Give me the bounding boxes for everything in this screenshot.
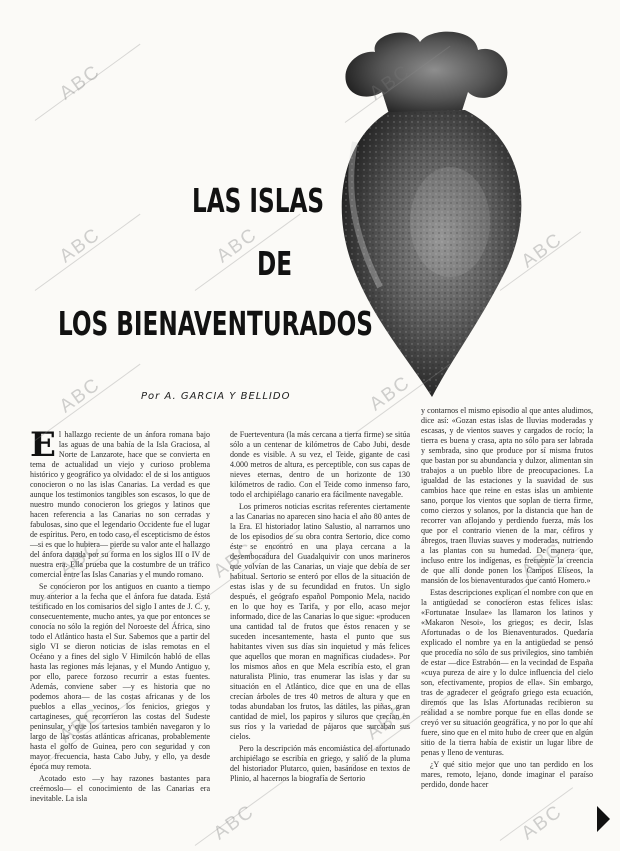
watermark: ABC	[517, 228, 567, 273]
watermark: ABC	[517, 800, 567, 845]
watermark: ABC	[365, 60, 415, 105]
amphora-illustration	[300, 22, 585, 407]
paragraph: Se conocieron por los antiguos en cuanto a tiempo muy anterior a la fecha que el ánfora fue datada. Está testificado en los comisarios del siglo I antes de J. C. y, consecuentemente, mucho antes, ya que por entonces se conocía no sólo la región del Noroeste del África, sino todo el Atlántico hasta el Sur. Sabemos que a partir del siglo VI se dieron noticias de islas remotas en el Océano y a fines del siglo V Himilcón habló de ellas hasta las regiones más lejanas, y el Mundo Antiguo y, por ello, parece forzoso recurrir a estas fuentes. Además, conviene saber —y es historia que no podemos ahora— de las costas africanas y de los pueblos a ellas vecinos, los fenicios, griegos y cartagineses, que recorrieron las costas del Sudeste peninsular, y que los tartesios también navegaron y lo largo de las costas atlánticas africanas, probablemente hasta el golfo de Guinea, pero con seguridad y con mayor frecuencia, hasta Cabo Juby, y ello, ya desde época muy remota.	[30, 582, 210, 771]
watermark: ABC	[362, 700, 412, 745]
paragraph: y contarnos el mismo episodio al que antes aludimos, dice así: «Gozan estas islas de lluvias moderadas y escasas, y de vientos suaves y cargados de rocío; la tierra es buena y crasa, apta no sólo para ser labrada y sembrada, sino que produce por sí misma frutos que bastan por su abundancia y dulzor, alimentan sin trabajos a un pueblo libre de preocupaciones. La igualdad de las estaciones y la suavidad de sus cambios hace que reine en estas islas un ambiente sano, porque los vientos que soplan de tierra firme, como cierzos y solanos, por la distancia que han de recorrer van aflojando y perdiendo fuerza, más los que por el contrario vienen de la mar, céfiros y ábregos, traen lluvias suaves y moderadas, nutriendo a las plantas con su humedad. De manera que, incluso entre los indígenas, es frecuente la creencia de que allí donde ponen los Campos Elíseos, la mansión de los bienaventurados que cantó Homero.»	[421, 406, 593, 585]
paragraph-text: l hallazgo reciente de un ánfora romana bajo las aguas de una bahía de la Isla Graciosa, al Norte de Lanzarote, hace que se convierta en tema de actualidad un viejo y curioso problema histórico y geográfico ya olvidado: el de si los antiguos conocieron o no las islas Canarias. La verdad es que aunque los testimonios tangibles son escasos, lo que de nuestro mundo conocieron los griegos y latinos que hacen referencia a las Canarias no son cerradas y fabulosas, sino que el legendario Occidente fue el lugar de espíritus. Pero, en todo caso, el escepticismo de éstos —si es que lo hubiera— pierde su valor ante el hallazgo del ánfora datada por su forma en los siglos III o IV de nuestra era. Ella prueba que la costumbre de un tráfico comercial entre las Islas Canarias y el mundo romano.	[30, 430, 210, 579]
paragraph: ¿Y qué sitio mejor que uno tan perdido en los mares, remoto, lejano, donde imaginar el paraíso perdido, donde hacer	[421, 760, 593, 789]
watermark: ABC	[55, 536, 105, 581]
title-line-2: DE	[257, 244, 293, 283]
watermark: ABC	[209, 538, 259, 583]
watermark: ABC	[55, 60, 105, 105]
drop-cap: E	[30, 425, 56, 465]
paragraph: Estas descripciones explican el nombre con que en la antigüedad se conocieron estas felices islas: «Fortunatae Insulae» las llamaron los latinos y «Makaron Nesoi», los griegos; es decir, Islas Afortunadas o de los Bienaventurados. Quedaría explicado el nombre ya en la antigüedad se pensó que procedía no sólo de sus privilegios, sino también de estar —dice Estrabón— en la vecindad de España «cuya pureza de aire y lo dulce influencia del cielo son, efectivamente, propios de ella». Sin embargo, tras de agradecer el geógrafo griego esta ecuación, diremos que las Islas Afortunadas recibieron su realidad a se nombre porque fue en ellas donde se creyó ver su situación geográfica, y no por lo que ahí fuere, sino que en el mito hubo de creer que en algún sitio de la tierra había de existir un lugar libre de penas y lleno de venturas.	[421, 588, 593, 757]
continue-arrow-icon[interactable]	[597, 806, 610, 832]
watermark: ABC	[212, 223, 262, 268]
watermark: ABC	[55, 223, 105, 268]
title-line-3: LOS BIENAVENTURADOS	[58, 304, 373, 343]
title-line-1: LAS ISLAS	[192, 181, 325, 220]
paragraph: de Fuerteventura (la más cercana a tierra firme) se sitúa sólo a un centenar de kilómetros de Cabo Jubi, desde donde es visible. A su vez, el Teide, gigante de casi 4.000 metros de altura, es perceptible, con sus capas de nieves eternas, dentro de un horizonte de 130 kilómetros de radio. Con el Teide como inmenso faro, todo el archipiélago canario era fácilmente navegable.	[230, 430, 410, 499]
watermark: ABC	[365, 371, 415, 416]
text-column-1	[30, 425, 210, 806]
watermark: ABC	[55, 703, 105, 748]
paragraph: Pero la descripción más encomiástica del afortunado archipiélago se escribía en griego, y salió de la pluma del historiador Plutarco, quien, basándose en textos de Plinio, al hacernos la biografía de Sertorio	[230, 744, 410, 783]
byline: Por A. GARCIA Y BELLIDO	[141, 391, 291, 402]
watermark: ABC	[209, 800, 259, 845]
watermark: ABC	[55, 373, 105, 418]
paragraph: Los primeros noticias escritas referentes ciertamente a las Canarias no aparecen sino hacia el año 80 antes de la Era. El historiador latino Salustio, al narrarnos uno de los episodios de su obra contra Sertorio, dice como éste se encontró en una playa cercana a la desembocadura del Guadalquivir con unos marineros que volvían de las Canarias, un viaje que debía de ser habitual. Sertorio se enteró por ellos de la situación de estas islas y de su fecundidad en frutos. Un siglo después, el geógrafo español Pomponio Mela, nacido en lo que hoy es Tarifa, y por ello, acaso mejor informado, dice de las Canarias lo que sigue: «producen una cantidad tal de frutos que éstos renacen y se suceden incesantemente, hasta el punto que sus habitantes viven sus días sin inquietud y más felices que aquellos que moran en magníficas ciudades». Por los mismos años en que Mela escribía esto, el gran naturalista Plinio, tras enumerar las islas y dar su situación en el Atlántico, dice que en una de ellas crecían árboles de tres 40 metros de altura y que en todas abundaban los frutos, las dátiles, las piñas, gran cantidad de miel, los papiros y siluros que crecían en sus ríos y la variedad de pájaros que surcaban sus cielos.	[230, 502, 410, 741]
paragraph	[30, 425, 210, 580]
watermark: ABC	[517, 538, 567, 583]
paragraph: Acotado esto —y hay razones bastantes para creérnoslo— el conocimiento de las Canarias era inevitable. La isla	[30, 774, 210, 803]
